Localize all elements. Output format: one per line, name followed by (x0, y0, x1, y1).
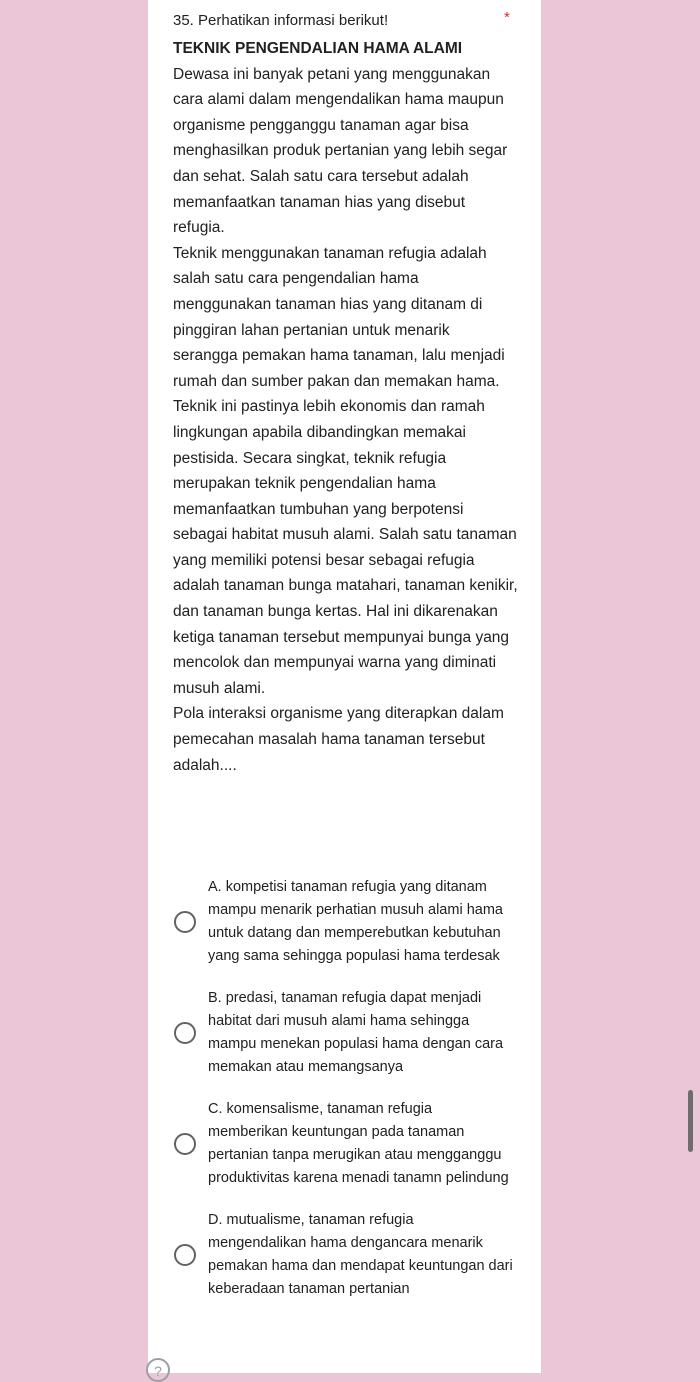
option-c[interactable] (148, 1098, 541, 1190)
question-card (148, 0, 541, 1373)
scrollbar-thumb[interactable] (688, 1090, 693, 1152)
question-header: 35. Perhatikan informasi berikut! (173, 12, 389, 29)
radio-button-c[interactable] (174, 1133, 196, 1155)
radio-button-a[interactable] (174, 911, 196, 933)
option-d[interactable] (148, 1209, 541, 1301)
option-a[interactable] (148, 876, 541, 968)
radio-button-d[interactable] (174, 1244, 196, 1266)
required-asterisk: * (504, 9, 510, 26)
option-c-label: C. komensalisme, tanaman refugia memberikan keuntungan pada tanaman pertanian tanpa merugikan atau mengganggu produktivitas karena menadi tanamn pelindung (208, 1101, 509, 1186)
option-a-label: A. kompetisi tanaman refugia yang ditanam mampu menarik perhatian musuh alami hama untuk datang dan memperebutkan kebutuhan yang sama sehingga populasi hama terdesak (208, 879, 503, 964)
option-b-label: B. predasi, tanaman refugia dapat menjadi habitat dari musuh alami hama sehingga mampu menekan populasi hama dengan cara memakan atau memangsanya (208, 990, 504, 1075)
option-b[interactable] (148, 987, 541, 1079)
question-title: TEKNIK PENGENDALIAN HAMA ALAMI (173, 40, 463, 57)
question-body (173, 36, 518, 778)
option-d-label: D. mutualisme, tanaman refugia mengendalikan hama dengancara menarik pemakan hama dan mendapat keuntungan dari keberadaan tanaman pertanian (208, 1212, 513, 1297)
question-paragraph-1: Dewasa ini banyak petani yang menggunakan cara alami dalam mengendalikan hama maupun organisme pengganggu tanaman agar bisa menghasilkan produk pertanian yang lebih segar dan sehat. Salah satu cara tersebut adalah memanfaatkan tanaman hias yang disebut refugia. (173, 65, 508, 237)
help-icon[interactable]: ? (146, 1358, 170, 1382)
answer-options (148, 876, 541, 1320)
question-prompt: Pola interaksi organisme yang diterapkan dalam pemecahan masalah hama tanaman tersebut adalah.... (173, 705, 504, 774)
radio-button-b[interactable] (174, 1022, 196, 1044)
question-paragraph-2: Teknik menggunakan tanaman refugia adalah salah satu cara pengendalian hama menggunakan tanaman hias yang ditanam di pinggiran lahan pertanian untuk menarik serangga pemakan hama tanaman, lalu menjadi rumah dan sumber pakan dan memakan hama. Teknik ini pastinya lebih ekonomis dan ramah lingkungan apabila dibandingkan memakai pestisida. Secara singkat, teknik refugia merupakan teknik pengendalian hama memanfaatkan tumbuhan yang berpotensi sebagai habitat musuh alami. Salah satu tanaman yang memiliki potensi besar sebagai refugia adalah tanaman bunga matahari, tanaman kenikir, dan tanaman bunga kertas. Hal ini dikarenakan ketiga tanaman tersebut mempunyai bunga yang mencolok dan mempunyai warna yang diminati musuh alami. (173, 244, 518, 697)
